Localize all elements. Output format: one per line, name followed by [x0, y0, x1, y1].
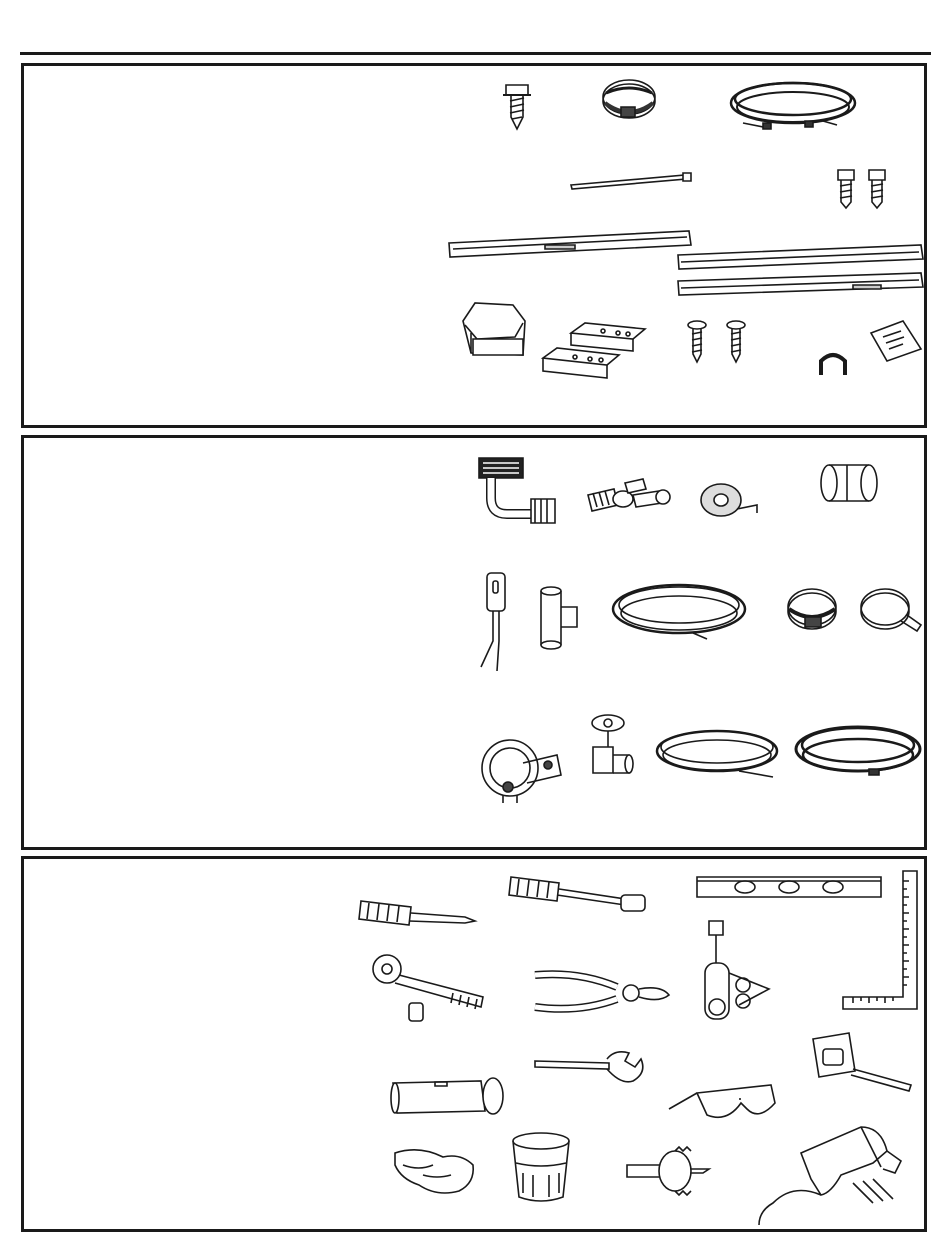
junction-box-icon	[482, 740, 561, 803]
drill-icon	[759, 1127, 901, 1225]
braided-hose-icon	[796, 727, 920, 775]
nut-driver-icon	[509, 877, 645, 911]
copper-tubing-icon	[657, 731, 777, 777]
pliers-icon	[535, 974, 669, 1009]
flashlight-icon	[391, 1078, 503, 1114]
mounting-screw-icon	[503, 85, 531, 129]
bucket-icon	[513, 1133, 569, 1201]
bracket-icon	[463, 303, 525, 355]
coupling-icon	[821, 465, 877, 501]
drain-hose-icon	[613, 585, 745, 639]
elbow-fitting-icon	[479, 458, 555, 523]
l-brackets-icon	[543, 323, 645, 378]
ratchet-socket-icon	[373, 955, 483, 1021]
cable-tie-icon	[571, 173, 691, 189]
mounting-screw-pair-icon	[838, 170, 885, 208]
parts-needed-panel	[21, 435, 927, 850]
electrical-cord-icon	[481, 573, 505, 671]
clip-icon	[821, 355, 845, 375]
supplied-parts-panel	[21, 63, 927, 428]
literature-icon	[871, 321, 921, 361]
top-rule	[20, 52, 931, 55]
level-icon	[697, 877, 881, 897]
tools-needed-panel	[21, 856, 927, 1232]
hose-clamp-icon	[603, 80, 655, 118]
safety-glasses-icon	[669, 1085, 775, 1117]
tape-measure-icon	[813, 1033, 911, 1091]
hose-clamp-worm-icon	[788, 589, 836, 629]
side-rails-icon	[678, 245, 923, 295]
hose-clamp-spring-icon	[861, 589, 921, 631]
wire-nuts-icon	[588, 479, 670, 511]
tee-fitting-icon	[541, 587, 577, 649]
tubing-cutter-icon	[705, 921, 769, 1019]
anti-tip-rail-icon	[449, 231, 691, 257]
screw-pair-icon	[688, 321, 745, 362]
gloves-icon	[395, 1150, 473, 1193]
phillips-screwdriver-icon	[359, 901, 475, 925]
adjustable-wrench-icon	[535, 1052, 643, 1082]
tape-roll-icon	[701, 484, 757, 516]
hole-saw-icon	[627, 1147, 709, 1195]
shutoff-valve-icon	[592, 715, 633, 773]
braided-water-line-icon	[731, 83, 855, 129]
